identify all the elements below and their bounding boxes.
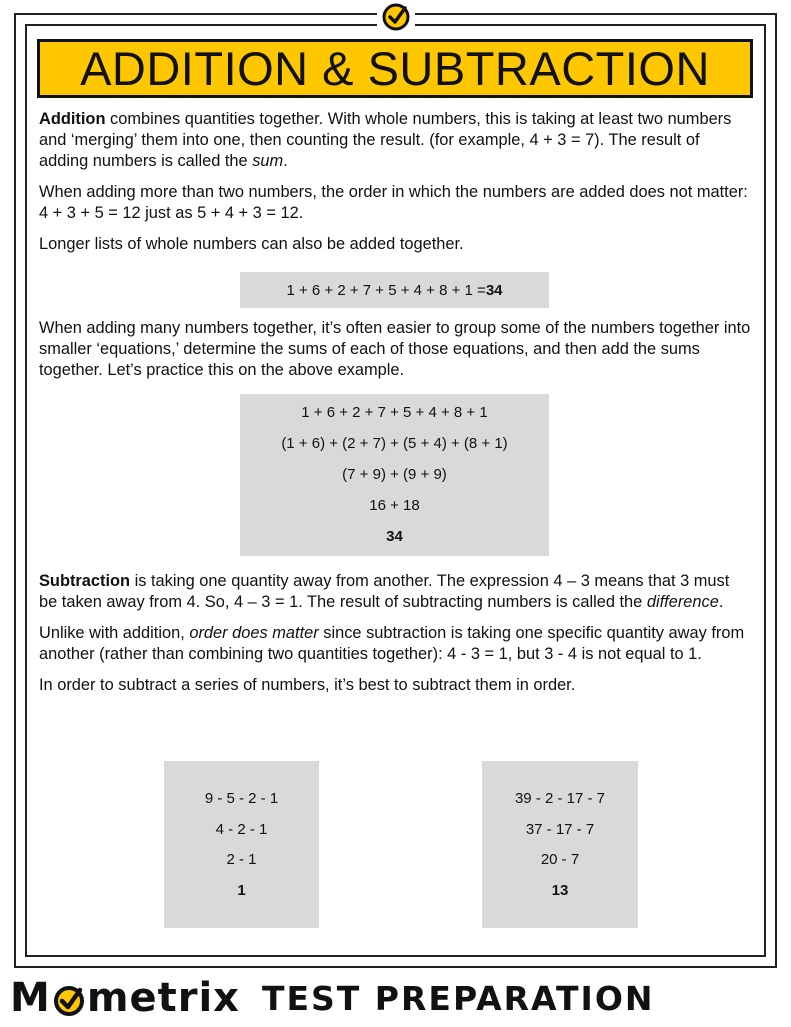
mometrix-logo bbox=[10, 975, 240, 1021]
paragraph-grouping: When adding many numbers together, it’s often easier to group some of the numbers together into smaller ‘equations,’ determine the sums of each of those equations, and then add the sums together. Let’s practice this on the above example. bbox=[39, 319, 751, 379]
example-sum-box bbox=[240, 272, 549, 308]
term-order-does-matter: order does matter bbox=[189, 624, 319, 642]
grouping-box bbox=[240, 394, 549, 556]
paragraph-order: When adding more than two numbers, the order in which the numbers are added does not matter: 4 + 3 + 5 = 12 just as 5 + 4 + 3 = 12. bbox=[39, 183, 748, 222]
subtraction-example-right bbox=[482, 761, 638, 928]
grouping-result: 34 bbox=[386, 528, 403, 545]
paragraph-text: combines quantities together. With whole numbers, this is taking at least two numbers and ‘merging’ them into one, then counting the result. (for example, 4 + 3 = 7). The result of adding numbers is called the bbox=[39, 110, 732, 170]
paragraph-series: In order to subtract a series of numbers, it’s best to subtract them in order. bbox=[39, 676, 576, 694]
paragraph-text: . bbox=[718, 593, 724, 611]
subtraction-step: 2 - 1 bbox=[226, 851, 257, 868]
footer-tagline: TEST PREPARATION bbox=[261, 978, 655, 1018]
example-sum-result: 34 bbox=[485, 281, 503, 299]
paragraph-text: . bbox=[283, 152, 288, 170]
subtraction-step: 37 - 17 - 7 bbox=[525, 820, 595, 838]
checkmark-badge-icon bbox=[377, 2, 415, 32]
grouping-step: (7 + 9) + (9 + 9) bbox=[342, 466, 447, 483]
grouping-step: 16 + 18 bbox=[369, 497, 420, 514]
subtraction-result: 13 bbox=[551, 881, 569, 899]
paragraph-addition bbox=[39, 109, 751, 172]
page-title: ADDITION & SUBTRACTION bbox=[80, 42, 710, 95]
subtraction-step: 39 - 2 - 17 - 7 bbox=[514, 790, 606, 807]
title-banner bbox=[37, 39, 753, 98]
paragraph-longer-lists: Longer lists of whole numbers can also be added together. bbox=[39, 235, 464, 253]
term-subtraction: Subtraction bbox=[39, 572, 131, 590]
paragraph-subtraction bbox=[39, 571, 751, 613]
subtraction-step: 4 - 2 - 1 bbox=[215, 820, 268, 838]
term-difference: difference bbox=[646, 593, 719, 611]
subtraction-step: 9 - 5 - 2 - 1 bbox=[204, 790, 279, 807]
brand-letter: M bbox=[10, 975, 51, 1021]
paragraph-text: is taking one quantity away from another. The expression 4 – 3 means that 3 must be taken away from 4. So, 4 – 3 = 1. The result of subtracting numbers is called the bbox=[39, 572, 730, 611]
paragraph-order-matters bbox=[39, 623, 751, 665]
subtraction-example-left bbox=[164, 761, 319, 928]
term-addition: Addition bbox=[39, 110, 106, 128]
checkmark-o-icon bbox=[52, 981, 86, 1015]
grouping-step: (1 + 6) + (2 + 7) + (5 + 4) + (8 + 1) bbox=[281, 435, 508, 452]
subtraction-section bbox=[39, 571, 751, 706]
brand-wordmark: metrix bbox=[86, 975, 240, 1021]
example-sum-expression: 1 + 6 + 2 + 7 + 5 + 4 + 8 + 1 = bbox=[286, 281, 486, 299]
paragraph-text: since subtraction is taking one specific quantity away from another (rather than combining two quantities together): 4 - 3 = 1, but 3 - 4 is not equal to 1. bbox=[39, 624, 745, 663]
subtraction-result: 1 bbox=[237, 881, 246, 899]
grouping-section bbox=[39, 318, 751, 391]
term-sum: sum bbox=[252, 152, 284, 170]
subtraction-step: 20 - 7 bbox=[540, 851, 580, 868]
grouping-step: 1 + 6 + 2 + 7 + 5 + 4 + 8 + 1 bbox=[301, 404, 488, 421]
intro-section bbox=[39, 109, 751, 265]
footer-branding bbox=[10, 975, 781, 1021]
paragraph-text: Unlike with addition, bbox=[39, 624, 190, 642]
